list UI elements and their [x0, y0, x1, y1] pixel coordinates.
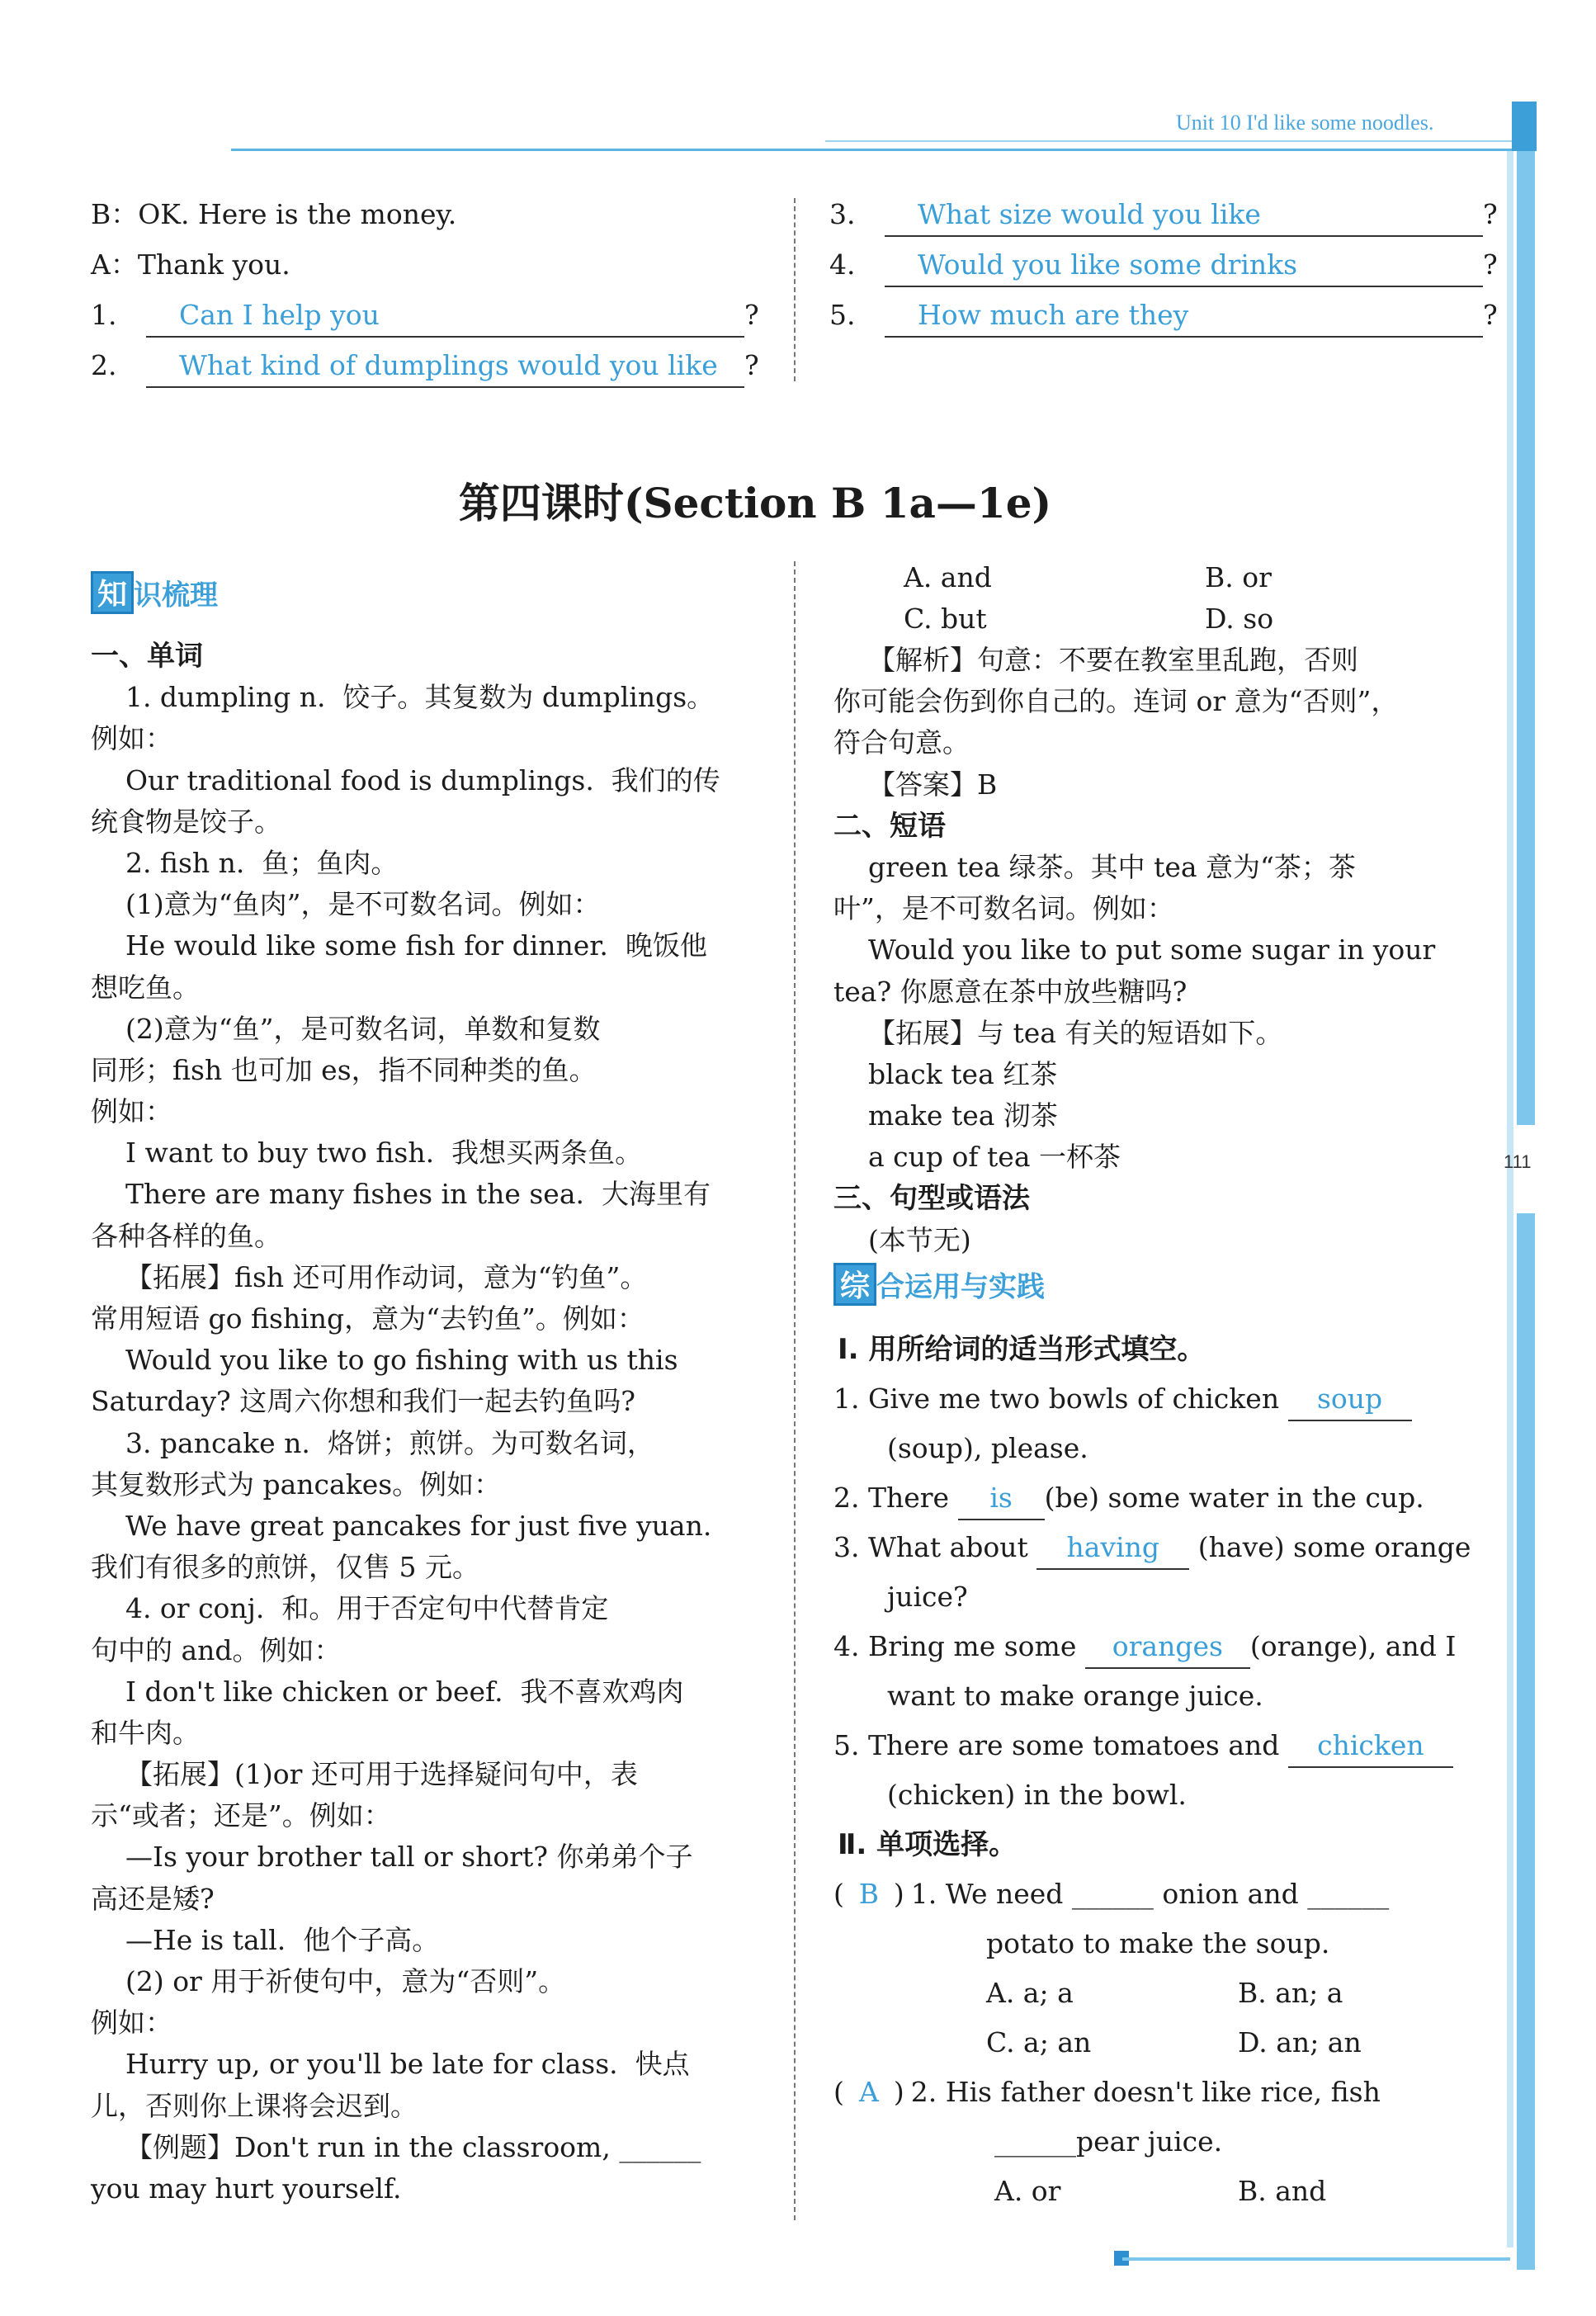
text-line: 4. or conj. 和。用于否定句中代替肯定	[91, 1592, 609, 1625]
answer-text: Can I help you	[146, 295, 744, 338]
text-line: 例如：	[91, 722, 172, 755]
section-box-label: 综	[833, 1263, 876, 1306]
dialog-line: A：Thank you.	[91, 248, 290, 281]
text-line: —Is your brother tall or short? 你弟弟个子	[91, 1841, 693, 1874]
fill-item-3-cont: juice?	[887, 1581, 968, 1613]
text-line: 各种各样的鱼。	[91, 1219, 281, 1252]
text-line: 统食物是饺子。	[91, 805, 281, 838]
text-line: 叶”，是不可数名词。例如：	[833, 892, 1174, 925]
answer-row-1	[91, 295, 759, 338]
answer-row-3	[829, 194, 1498, 237]
mcq-1-stem-cont: potato to make the soup.	[986, 1927, 1330, 1959]
item-answer: having	[1036, 1527, 1189, 1570]
option-b: B. or	[1205, 561, 1272, 593]
answer-num: 2.	[91, 349, 117, 381]
item-answer: oranges	[1085, 1626, 1250, 1669]
paren-close: )	[893, 2076, 904, 2108]
text-line: 其复数形式为 pancakes。例如：	[91, 1468, 502, 1501]
text-line: make tea 沏茶	[833, 1099, 1058, 1132]
mcq-answer: B	[858, 1878, 879, 1910]
section-box-label: 知	[91, 571, 134, 614]
text-line: I want to buy two fish. 我想买两条鱼。	[91, 1137, 643, 1170]
text-line: —He is tall. 他个子高。	[91, 1923, 440, 1956]
text-line: a cup of tea 一杯茶	[833, 1141, 1121, 1174]
text-line: He would like some fish for dinner. 晚饭他	[91, 929, 707, 962]
fill-item-4-cont: want to make orange juice.	[887, 1680, 1263, 1712]
subsection-heading: 二、短语	[833, 809, 946, 843]
text-line: 常用短语 go fishing，意为“去钓鱼”。例如：	[91, 1302, 645, 1335]
knowledge-notes	[91, 636, 767, 2210]
answer-text: What kind of dumplings would you like	[146, 345, 744, 388]
subsection-heading: 三、句型或语法	[833, 1182, 1030, 1216]
answer-end: ?	[1483, 299, 1498, 331]
text-line: tea? 你愿意在茶中放些糖吗?	[833, 975, 1188, 1008]
text-line: black tea 红茶	[833, 1057, 1058, 1090]
text-line: 我们有很多的煎饼，仅售 5 元。	[91, 1551, 479, 1584]
mcq-2	[833, 2072, 1381, 2113]
main-column-divider	[794, 561, 796, 2220]
paren-open: (	[833, 2076, 844, 2108]
mcq-stem: 2. His father doesn't like rice, fish	[910, 2076, 1381, 2108]
mcq-answer: A	[858, 2076, 879, 2108]
section-heading-text: 合运用与实践	[876, 1270, 1045, 1304]
dialog-line: B：OK. Here is the money.	[91, 198, 457, 230]
answer-num: 3.	[829, 198, 856, 230]
text-line: (2)意为“鱼”，是可数名词，单数和复数	[91, 1012, 601, 1045]
text-line: Saturday? 这周六你想和我们一起去钓鱼吗?	[91, 1385, 635, 1418]
text-line: 【拓展】fish 还可用作动词，意为“钓鱼”。	[91, 1260, 648, 1293]
item-text: 2. There	[833, 1482, 950, 1514]
fill-item-4	[833, 1626, 1456, 1669]
fill-item-3	[833, 1527, 1471, 1570]
text-line: I don't like chicken or beef. 我不喜欢鸡肉	[91, 1675, 684, 1708]
text-line: 同形；fish 也可加 es，指不同种类的鱼。	[91, 1053, 597, 1086]
answer-text: What size would you like	[885, 194, 1483, 237]
item-answer: soup	[1288, 1378, 1412, 1421]
fill-item-5-cont: (chicken) in the bowl.	[887, 1779, 1187, 1811]
right-notes	[833, 640, 1502, 1261]
paren-close: )	[893, 1878, 904, 1910]
answer-text: How much are they	[885, 295, 1483, 338]
item-text: 4. Bring me some	[833, 1630, 1077, 1662]
subsection-heading: 一、单词	[91, 640, 203, 673]
text-line: Hurry up, or you'll be late for class. 快点	[91, 2048, 690, 2081]
option-d: D. so	[1205, 603, 1274, 635]
text-line: 儿，否则你上课将会迟到。	[91, 2089, 418, 2122]
mcq-stem: 1. We need ______ onion and ______	[910, 1878, 1390, 1910]
side-margin-strip	[1507, 151, 1513, 2247]
mcq-1-opt-d: D. an; an	[1238, 2026, 1362, 2058]
answer-row-2	[91, 345, 759, 388]
answer-row-4	[829, 244, 1498, 287]
answer-end: ?	[744, 349, 759, 381]
text-line: you may hurt yourself.	[91, 2172, 402, 2205]
lesson-title: 第四课时(Section B 1a—1e)	[458, 479, 1052, 527]
text-line: (1)意为“鱼肉”，是不可数名词。例如：	[91, 888, 601, 921]
part2-title: Ⅱ. 单项选择。	[838, 1828, 1018, 1861]
mcq-2-opt-b: B. and	[1238, 2175, 1327, 2207]
text-line: 想吃鱼。	[91, 971, 200, 1004]
item-answer: chicken	[1288, 1725, 1453, 1768]
mcq-1-opt-b: B. an; a	[1238, 1977, 1343, 2009]
paren-open: (	[833, 1878, 844, 1910]
header-rule	[231, 149, 1514, 151]
text-line: (2) or 用于祈使句中，意为“否则”。	[91, 1965, 566, 1997]
mcq-1	[833, 1874, 1389, 1915]
text-line: (本节无)	[833, 1223, 971, 1256]
item-answer: is	[958, 1477, 1045, 1520]
text-line: Our traditional food is dumplings. 我们的传	[91, 763, 720, 796]
option-c: C. but	[904, 603, 987, 635]
text-line: We have great pancakes for just five yuan.	[91, 1509, 712, 1542]
item-text: 1. Give me two bowls of chicken	[833, 1383, 1280, 1415]
side-bar-lower	[1517, 1213, 1535, 2270]
section-heading-text: 识梳理	[134, 579, 218, 612]
answer-text: Would you like some drinks	[885, 244, 1483, 287]
mcq-2-stem-cont: ______pear juice.	[994, 2125, 1223, 2158]
text-line: 【例题】Don't run in the classroom, ______	[91, 2130, 701, 2163]
item-text: 5. There are some tomatoes and	[833, 1729, 1280, 1761]
item-text-post: (be) some water in the cup.	[1044, 1482, 1424, 1514]
text-line: 2. fish n. 鱼；鱼肉。	[91, 846, 399, 879]
mcq-2-opt-a: A. or	[994, 2175, 1061, 2207]
page-number: 111	[1504, 1151, 1532, 1172]
fill-item-5	[833, 1725, 1453, 1768]
option-a: A. and	[904, 561, 992, 593]
running-header: Unit 10 I'd like some noodles.	[1176, 111, 1434, 135]
text-line: 示“或者；还是”。例如：	[91, 1799, 391, 1832]
fill-item-1	[833, 1378, 1412, 1421]
text-line: There are many fishes in the sea. 大海里有	[91, 1178, 711, 1211]
item-text-post: (have) some orange	[1197, 1531, 1471, 1563]
answer-end: ?	[1483, 248, 1498, 281]
fill-item-1-cont: (soup), please.	[887, 1432, 1088, 1464]
answer-end: ?	[744, 299, 759, 331]
text-line: 【解析】句意：不要在教室里乱跑，否则	[833, 644, 1358, 676]
mcq-1-opt-c: C. a; an	[986, 2026, 1092, 2058]
top-column-divider	[794, 198, 796, 381]
text-line: 1. dumpling n. 饺子。其复数为 dumplings。	[91, 681, 715, 714]
text-line: 【拓展】(1)or 还可用于选择疑问句中，表	[91, 1758, 638, 1791]
header-rule-thin	[825, 140, 1514, 142]
text-line: Would you like to go fishing with us this	[91, 1344, 678, 1377]
text-line: green tea 绿茶。其中 tea 意为“茶；茶	[833, 850, 1356, 883]
answer-num: 5.	[829, 299, 856, 331]
text-line: 例如：	[91, 1095, 172, 1128]
text-line: 你可能会伤到你自己的。连词 or 意为“否则”，	[833, 685, 1399, 718]
side-bar-upper	[1517, 151, 1535, 1125]
text-line: 3. pancake n. 烙饼；煎饼。为可数名词，	[91, 1426, 654, 1459]
text-line: 【拓展】与 tea 有关的短语如下。	[833, 1016, 1283, 1049]
answer-num: 1.	[91, 299, 117, 331]
section-heading-knowledge	[91, 571, 218, 614]
text-line: 和牛肉。	[91, 1716, 200, 1749]
mcq-1-opt-a: A. a; a	[986, 1977, 1074, 2009]
item-text: 3. What about	[833, 1531, 1028, 1563]
text-line: 句中的 and。例如：	[91, 1633, 342, 1666]
header-tab	[1512, 102, 1537, 151]
footer-rule	[1122, 2257, 1510, 2261]
text-line: 【答案】B	[833, 768, 998, 801]
text-line: Would you like to put some sugar in your	[833, 933, 1436, 967]
section-heading-practice	[833, 1263, 1045, 1306]
text-line: 例如：	[91, 2006, 172, 2039]
answer-row-5	[829, 295, 1498, 338]
text-line: 高还是矮?	[91, 1882, 215, 1915]
answer-num: 4.	[829, 248, 856, 281]
text-line: 符合句意。	[833, 726, 970, 759]
part1-title: Ⅰ. 用所给词的适当形式填空。	[838, 1333, 1206, 1366]
answer-end: ?	[1483, 198, 1498, 230]
item-text-post: (orange), and I	[1249, 1630, 1457, 1662]
fill-item-2	[833, 1477, 1424, 1520]
